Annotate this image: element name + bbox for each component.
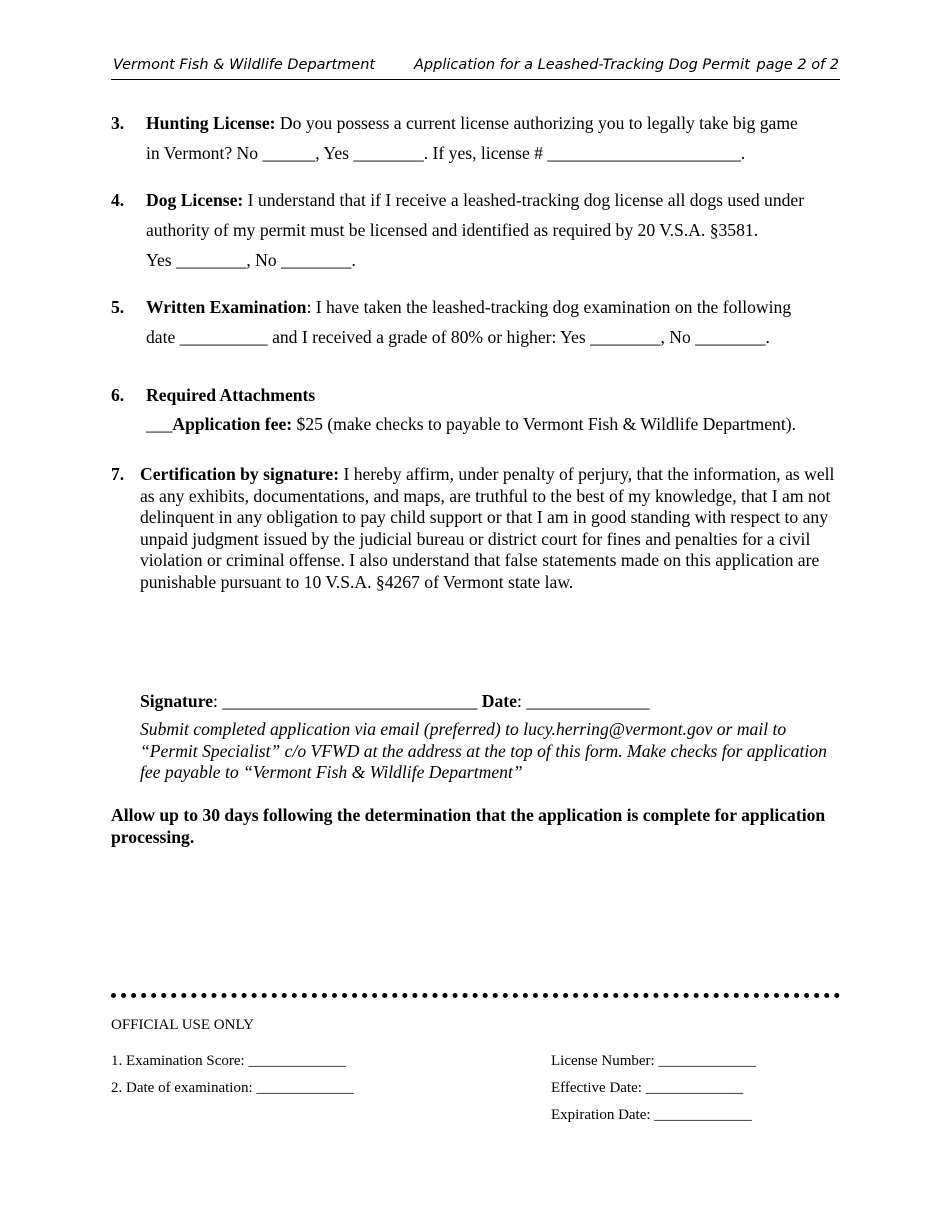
- question-number: 3.: [111, 113, 125, 133]
- question-number: 5.: [111, 297, 125, 317]
- certification-title: Certification by signature:: [140, 464, 340, 484]
- official-use-heading: OFFICIAL USE ONLY: [111, 1017, 254, 1033]
- question-title: Required Attachments: [146, 385, 316, 405]
- header-title: Application for a Leashed-Tracking Dog Permit: [414, 57, 750, 73]
- question-number: 4.: [111, 190, 125, 210]
- question-text: : I have taken the leashed-tracking dog examination on the following: [306, 297, 792, 317]
- signature-line: [140, 690, 649, 712]
- official-expiration-date: Expiration Date: _____________: [551, 1107, 752, 1123]
- question-title: Hunting License:: [146, 113, 276, 133]
- attachment-check-blank: ___: [146, 414, 173, 434]
- question-text: Yes ________, No ________.: [146, 250, 356, 270]
- question-number: 7.: [111, 464, 125, 484]
- date-label: Date: [481, 691, 517, 711]
- official-license-number: License Number: _____________: [551, 1053, 756, 1069]
- certification-text: I hereby affirm, under penalty of perjury, that the information, as well as any exhibits, documentations, and maps, are truthful to the best of my knowledge, that I am not delinquent in any obligation to pay child support or that I am in good standing with respect to any unpaid judgment issued by the judicial bureau or district court for fines and penalties for a civil violation or criminal offense. I also understand that false statements made on this application are punishable pursuant to 10 V.S.A. §4267 of Vermont state law.: [140, 464, 835, 592]
- header-department: Vermont Fish & Wildlife Department: [113, 57, 376, 73]
- question-text: date __________ and I received a grade of 80% or higher: Yes ________, No ________.: [146, 327, 770, 347]
- processing-time-note: Allow up to 30 days following the determination that the application is complete for application processing.: [111, 805, 826, 847]
- question-title: Written Examination: [146, 297, 307, 317]
- attachment-text: $25 (make checks to payable to Vermont Fish & Wildlife Department).: [292, 414, 796, 434]
- attachment-item-application-fee: [146, 409, 856, 439]
- question-title: Dog License:: [146, 190, 244, 210]
- question-number: 6.: [111, 385, 125, 405]
- attachment-title: Application fee:: [172, 414, 293, 434]
- submit-instructions: Submit completed application via email (preferred) to lucy.herring@vermont.gov or mail to “Permit Specialist” c/o VFWD at the address at the top of this form. Make checks for application fee payable to “Vermont Fish & Wildlife Department”: [140, 719, 827, 782]
- header-page-number: page 2 of 2: [756, 57, 839, 73]
- date-field: : ______________: [516, 691, 650, 711]
- question-text: in Vermont? No ______, Yes ________. If yes, license # ______________________.: [146, 143, 746, 163]
- signature-label: Signature: [140, 691, 213, 711]
- official-exam-score: 1. Examination Score: _____________: [111, 1053, 346, 1069]
- official-exam-date: 2. Date of examination: _____________: [111, 1080, 354, 1096]
- signature-field: : _____________________________: [213, 691, 482, 711]
- question-text: authority of my permit must be licensed and identified as required by 20 V.S.A. §3581.: [146, 220, 759, 240]
- question-text: Do you possess a current license authorizing you to legally take big game: [275, 113, 798, 133]
- page-header: [111, 55, 840, 80]
- question-text: I understand that if I receive a leashed-tracking dog license all dogs used under: [243, 190, 805, 210]
- dotted-divider: [111, 993, 840, 998]
- official-effective-date: Effective Date: _____________: [551, 1080, 744, 1096]
